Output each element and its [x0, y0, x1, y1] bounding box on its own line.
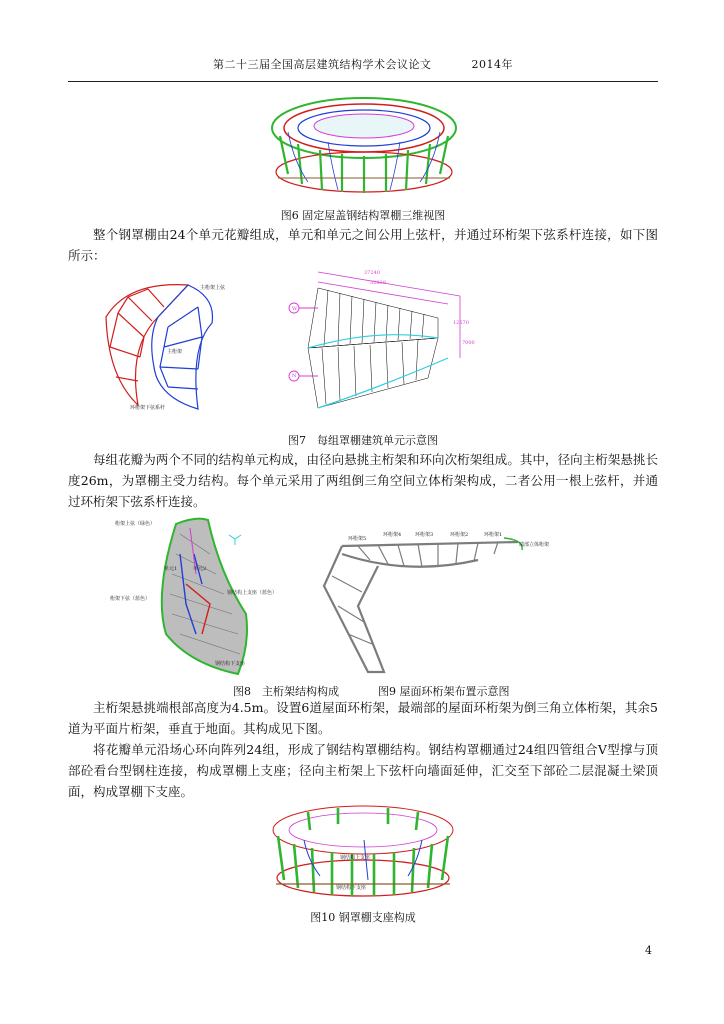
fig9-label-end-truss: 端部立体桁架: [519, 542, 550, 548]
fig9-ring-truss-image: [318, 526, 528, 674]
header-rule: [68, 81, 658, 82]
fig9-label-ring2: 环桁架2: [450, 532, 469, 538]
fig7-label-mid: 主桁架: [167, 349, 183, 355]
running-header: [68, 56, 658, 72]
fig6-caption: 图6 固定屋盖钢结构罩棚三维视图: [280, 209, 446, 222]
fig7-marker1: W: [292, 306, 298, 312]
fig8-label-upper-support: 钢结构上支座（蓝色）: [227, 590, 278, 596]
header-year: 2014年: [471, 58, 513, 71]
paragraph-2: 每组花瓣为两个不同的结构单元构成，由径向悬挑主桁架和环向次桁架组成。其中，径向主桁架悬挑长度26m，为罩棚主受力结构。每个单元采用了两组倒三角空间立体桁架构成，二者公用一根上弦杆，并通过环桁架下弦系杆连接。: [68, 452, 658, 509]
fig6-stadium-image: [268, 92, 460, 200]
fig9-label-ring1: 环桁架1: [484, 532, 503, 538]
fig8-label-bottom-chord: 桁架下弦（蓝色）: [110, 596, 151, 602]
fig7-dim4: 7000: [462, 340, 475, 346]
fig8-label-truss1: 单元1: [164, 566, 178, 572]
fig8-label-top-chord: 桁架上弦（绿色）: [115, 521, 156, 527]
page-number: 4: [645, 944, 652, 957]
fig7-left-petal-image: [98, 277, 222, 417]
fig10-caption: 图10 钢罩棚支座构成: [310, 911, 416, 924]
fig7-dim1: 37240: [364, 270, 380, 276]
paragraph-4: 将花瓣单元沿场心环向阵列24组，形成了钢结构罩棚结构。钢结构罩棚通过24组四管组合V型撑与顶部砼看台型钢柱连接，构成罩棚上支座；径向主桁架上下弦杆向墙面延伸，汇交至下部砼二层混凝土梁顶面，构成罩棚下支座。: [68, 742, 658, 799]
fig9-label-ring5: 环桁架5: [348, 536, 367, 542]
fig8-label-lower-support: 钢结构下支座: [215, 661, 246, 667]
fig9-caption: 图9 屋面环桁架布置示意图: [378, 685, 510, 698]
fig7-marker2: N: [292, 373, 297, 379]
fig7-dim2: 32839: [370, 280, 386, 286]
fig9-label-ring4: 环桁架4: [383, 532, 402, 538]
header-title: 第二十三届全国高层建筑结构学术会议论文: [213, 58, 432, 71]
fig8-label-truss2: 单元2: [193, 566, 207, 572]
fig7-caption: 图7 每组罩棚建筑单元示意图: [288, 434, 438, 447]
fig7-right-planform-image: [288, 268, 468, 413]
fig7-dim3: 12570: [453, 320, 469, 326]
fig8-caption: 图8 主桁架结构构成: [233, 685, 339, 698]
fig10-label-lower: 钢结构下支座: [336, 885, 367, 891]
paragraph-1: 整个钢罩棚由24个单元花瓣组成，单元和单元之间公用上弦杆，并通过环桁架下弦系杆连接，如下图所示：: [68, 227, 658, 263]
fig9-label-ring3: 环桁架3: [415, 532, 434, 538]
fig8-axis-icon: [228, 532, 242, 546]
fig7-label-top: 主桁架上弦: [200, 285, 226, 291]
paragraph-3: 主桁架悬挑端根部高度为4.5m。设置6道屋面环桁架，最端部的屋面环桁架为倒三角立体桁架，其余5道为平面片桁架，垂直于地面。其构成见下图。: [68, 700, 658, 736]
fig7-label-bottom: 环桁架下弦系杆: [130, 405, 166, 411]
fig10-label-upper: 钢结构上支座: [340, 855, 371, 861]
